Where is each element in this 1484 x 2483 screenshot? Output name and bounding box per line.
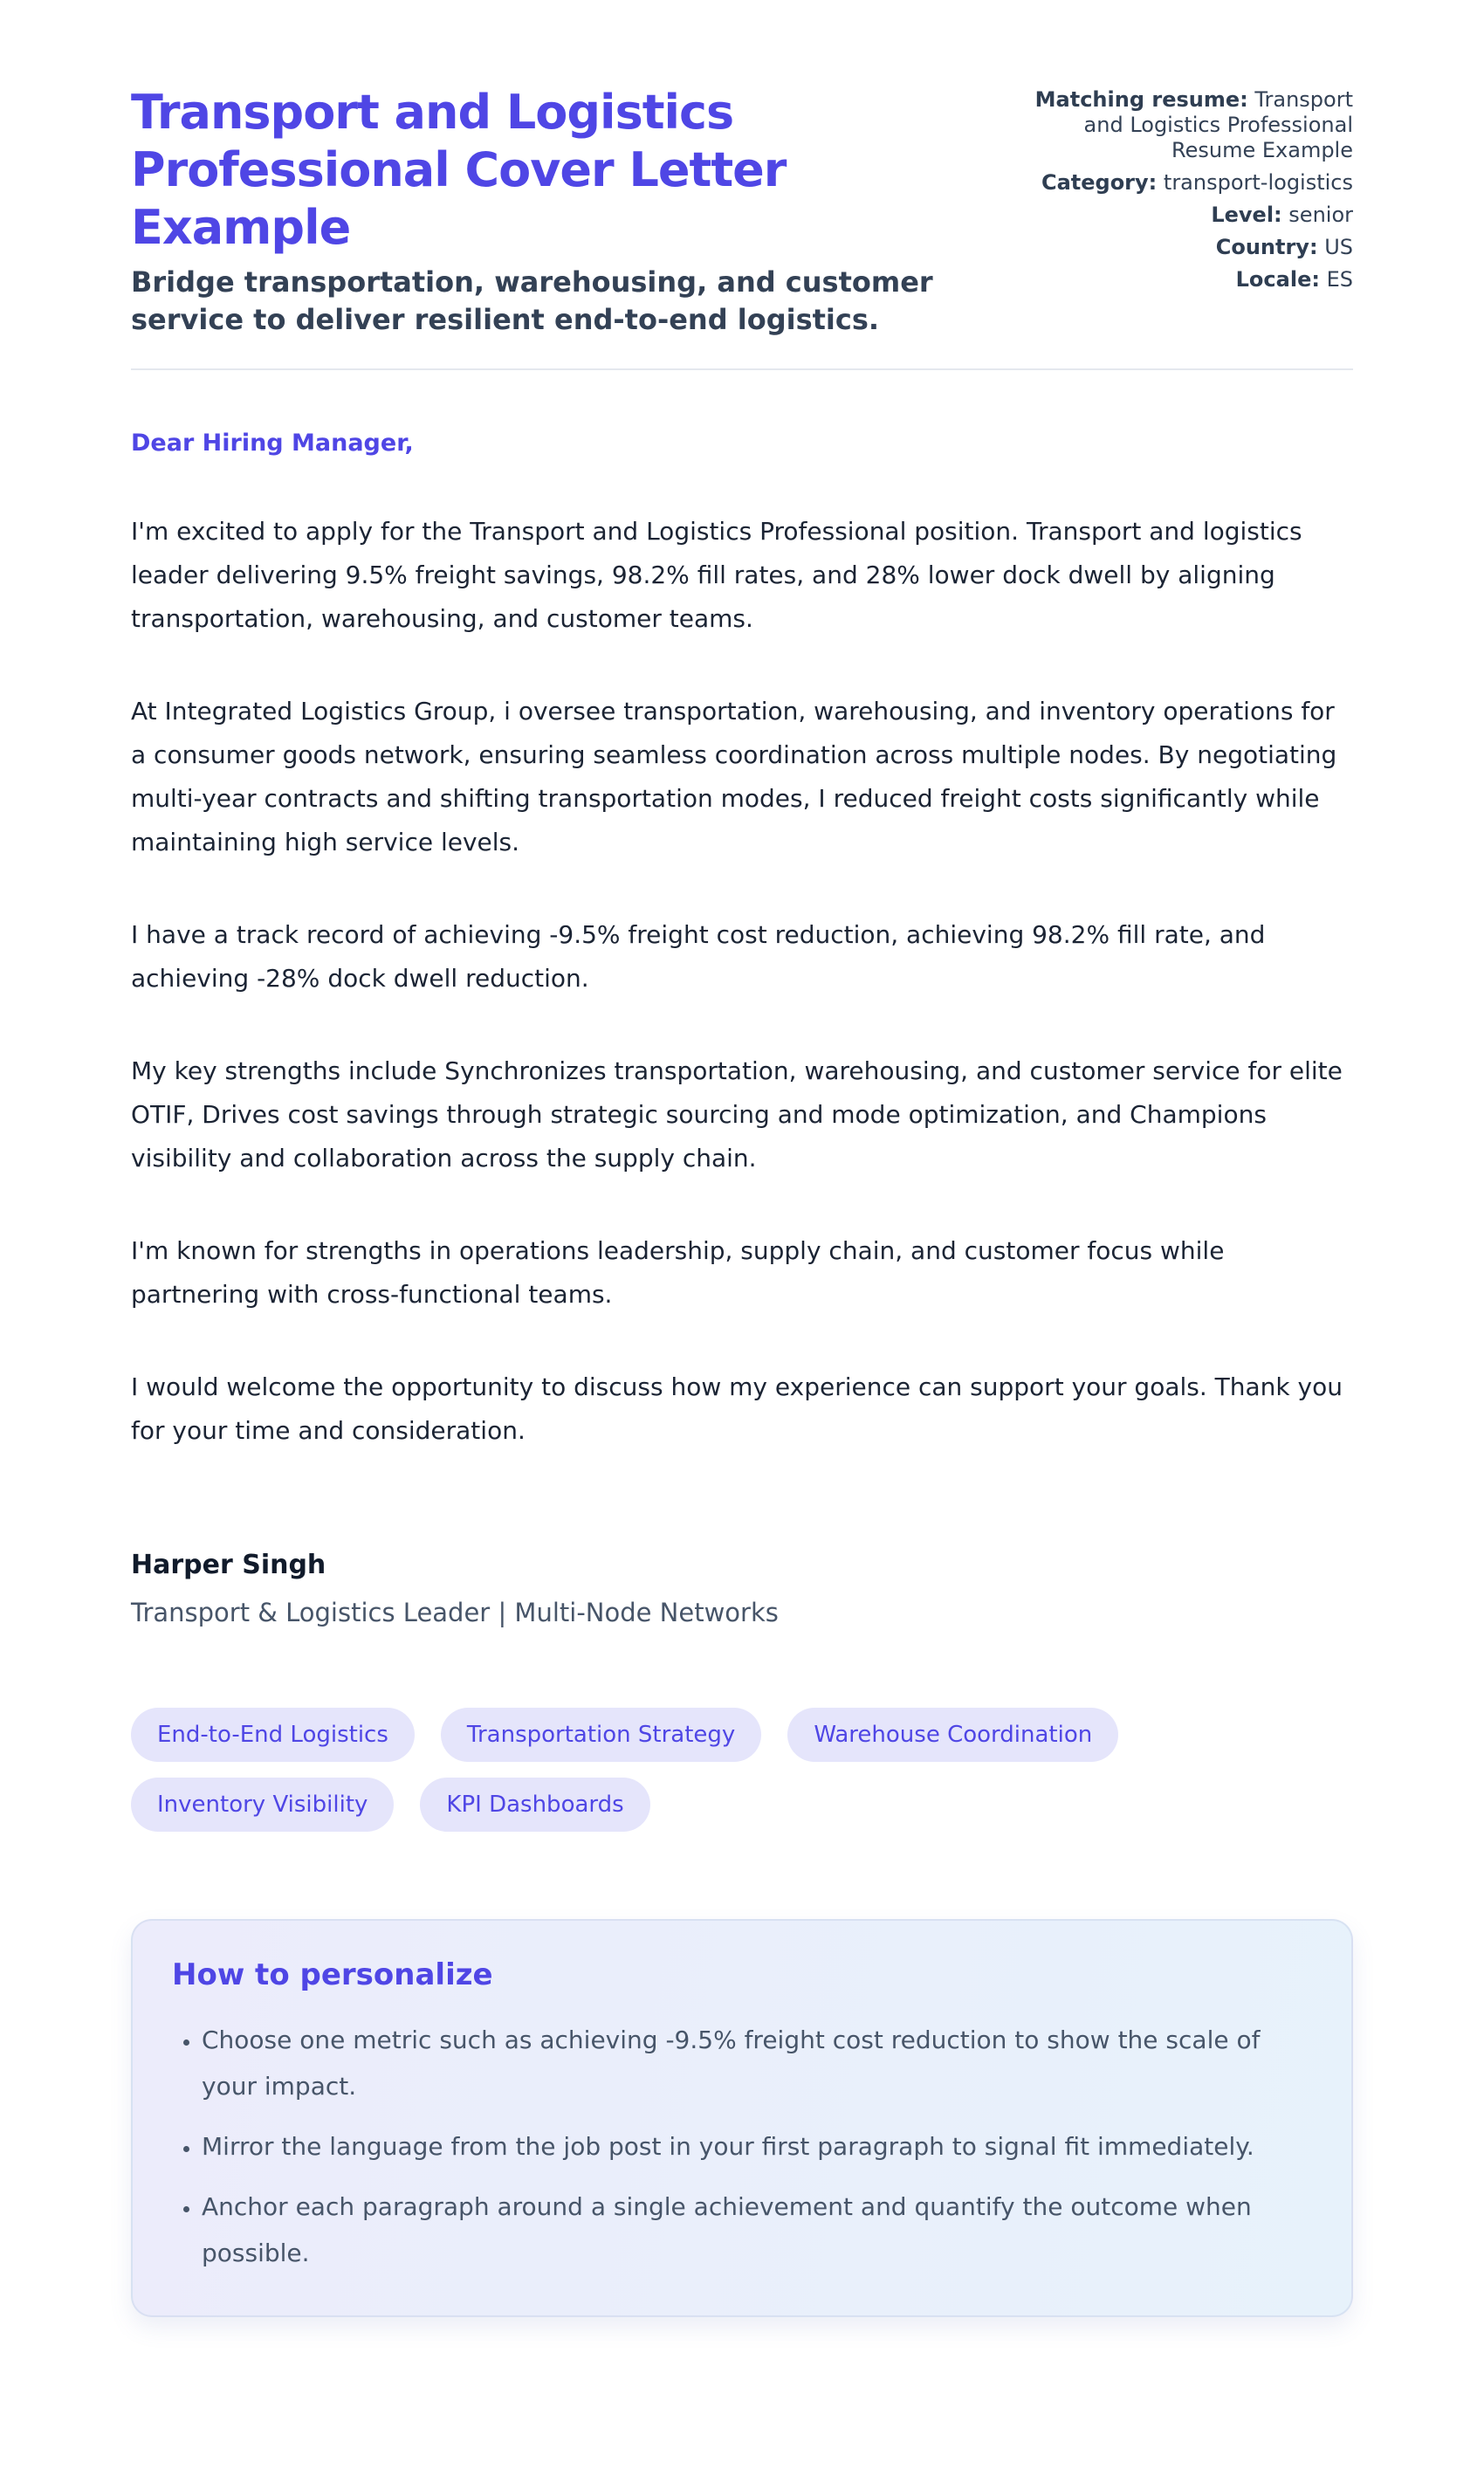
tag-pill: Warehouse Coordination [787,1708,1118,1762]
tag-list [131,1708,1353,1832]
personalize-tip: • Choose one metric such as achieving -9.5% freight cost reduction to show the scale of your impact. [202,2017,1312,2109]
header-title-block [131,84,960,339]
meta-label: Level: [1211,203,1282,227]
meta-row-category [1021,170,1353,196]
meta-row-matching-resume [1021,87,1353,163]
letter-paragraph: I would welcome the opportunity to discuss how my experience can support your goals. Thank you for your time and consideration. [131,1372,1343,1445]
letter-paragraph: I have a track record of achieving -9.5% freight cost reduction, achieving 98.2% fill rate, and achieving -28% dock dwell reduction. [131,920,1266,993]
tag-pill: KPI Dashboards [420,1778,649,1832]
meta-row-locale [1021,267,1353,292]
meta-value: transport-logistics [1163,170,1353,195]
meta-panel [1021,84,1353,299]
signature-block [131,1549,1353,1629]
signature-name: Harper Singh [131,1550,326,1580]
meta-value: US [1324,235,1353,259]
personalize-heading: How to personalize [172,1957,493,1992]
meta-label: Matching resume: [1034,87,1248,112]
tag-pill: Inventory Visibility [131,1778,394,1832]
meta-row-country [1021,235,1353,260]
meta-value: senior [1288,203,1353,227]
letter-paragraph: I'm excited to apply for the Transport and Logistics Professional position. Transport and logistics leader delivering 9.5% freight savings, 98.2% fill rates, and 28% lower dock dwell by aligning transportation, warehousing, and customer teams. [131,517,1302,633]
letter-body [131,426,1353,1629]
personalize-callout [131,1919,1353,2317]
meta-row-level [1021,203,1353,228]
header-divider [131,368,1353,370]
letter-paragraph: At Integrated Logistics Group, i oversee transportation, warehousing, and inventory operations for a consumer goods network, ensuring seamless coordination across multiple nodes. By negotiating multi-year contracts and shifting transportation modes, I reduced freight costs significantly while maintaining high service levels. [131,697,1337,856]
page-subtitle: Bridge transportation, warehousing, and customer service to deliver resilient end-to-end logistics. [131,265,933,336]
signature-role: Transport & Logistics Leader | Multi-Node Networks [131,1598,779,1627]
personalize-tip-list [172,2017,1312,2276]
meta-label: Locale: [1235,267,1320,292]
tag-pill: End-to-End Logistics [131,1708,415,1762]
letter-paragraph: My key strengths include Synchronizes transportation, warehousing, and customer service for elite OTIF, Drives cost savings through strategic sourcing and mode optimization, and Champions visibility and collaboration across the supply chain. [131,1056,1343,1173]
tag-pill: Transportation Strategy [441,1708,761,1762]
letter-paragraph: I'm known for strengths in operations leadership, supply chain, and customer focus while partnering with cross-functional teams. [131,1236,1225,1309]
personalize-tip: • Mirror the language from the job post in your first paragraph to signal fit immediately. [202,2123,1312,2170]
personalize-tip: • Anchor each paragraph around a single achievement and quantify the outcome when possible. [202,2184,1312,2276]
salutation: Dear Hiring Manager, [131,430,414,457]
meta-value: Transport and Logistics Professional Resume Example [1083,87,1353,162]
meta-value: ES [1326,267,1353,292]
page-title: Transport and Logistics Professional Cover Letter Example [131,85,787,255]
meta-label: Country: [1215,235,1318,259]
meta-label: Category: [1041,170,1158,195]
header [131,84,1353,339]
